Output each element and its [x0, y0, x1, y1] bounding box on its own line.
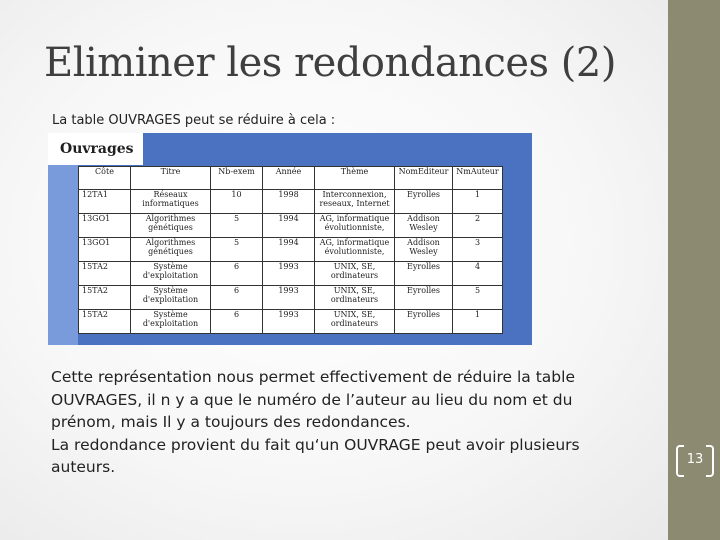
table-cell: Système d'exploitation [131, 286, 211, 310]
table-row [79, 190, 503, 214]
table-cell: 12TA1 [79, 190, 131, 214]
table-row [79, 310, 503, 334]
table-cell: 1998 [263, 190, 315, 214]
table-cell: 1993 [263, 286, 315, 310]
page-number [678, 445, 712, 475]
table-cell: 1 [453, 310, 503, 334]
table-cell: 6 [211, 262, 263, 286]
table-row [79, 286, 503, 310]
table-cell: 15TA2 [79, 310, 131, 334]
table-cell: Addison Wesley [395, 238, 453, 262]
table-cell: 3 [453, 238, 503, 262]
table-cell: 1 [453, 190, 503, 214]
table-cell: 1993 [263, 262, 315, 286]
table-cell: 6 [211, 286, 263, 310]
table-cell: 15TA2 [79, 262, 131, 286]
table-cell: Système d'exploitation [131, 262, 211, 286]
right-bracket [706, 445, 714, 477]
table-cell: 1994 [263, 238, 315, 262]
table-cell: Algorithmes génétiques [131, 214, 211, 238]
table-cell: 13GO1 [79, 214, 131, 238]
table-screenshot [48, 133, 532, 345]
table-cell: UNIX, SE, ordinateurs [315, 262, 395, 286]
column-header: Titre [131, 167, 211, 190]
table-row [79, 214, 503, 238]
column-header: NmAuteur [453, 167, 503, 190]
column-header: Côte [79, 167, 131, 190]
table-cell: Interconnexion, reseaux, Internet [315, 190, 395, 214]
table-cell: 5 [211, 238, 263, 262]
table-cell: Eyrolles [395, 190, 453, 214]
table-cell: Eyrolles [395, 262, 453, 286]
slide-title: Eliminer les redondances (2) [44, 40, 616, 86]
table-row [79, 238, 503, 262]
table-cell: AG, informatique évolutionniste, [315, 214, 395, 238]
table-cell: 5 [211, 214, 263, 238]
table-cell: 4 [453, 262, 503, 286]
table-cell: Réseaux informatiques [131, 190, 211, 214]
table-cell: Système d'exploitation [131, 310, 211, 334]
ouvrages-table [78, 166, 503, 334]
page-number-label: 13 [686, 452, 704, 467]
table-header-row [79, 167, 503, 190]
table-cell: 1994 [263, 214, 315, 238]
column-header: Thème [315, 167, 395, 190]
body-text [51, 366, 641, 479]
table-cell: UNIX, SE, ordinateurs [315, 310, 395, 334]
table-cell: UNIX, SE, ordinateurs [315, 286, 395, 310]
table-cell: 2 [453, 214, 503, 238]
table-cell: AG, informatique évolutionniste, [315, 238, 395, 262]
table-cell: Addison Wesley [395, 214, 453, 238]
column-header: NomEditeur [395, 167, 453, 190]
table-name-tab [48, 133, 143, 165]
table-cell: 15TA2 [79, 286, 131, 310]
body-paragraph: Cette représentation nous permet effectivement de réduire la table OUVRAGES, il n y a que le numéro de l’auteur au lieu du nom et du prénom, mais Il y a toujours des redondances. [51, 368, 575, 431]
column-header: Nb-exem [211, 167, 263, 190]
intro-text: La table OUVRAGES peut se réduire à cela : [52, 113, 336, 128]
table-cell: 10 [211, 190, 263, 214]
table-cell: 1993 [263, 310, 315, 334]
table-name: Ouvrages [60, 141, 134, 157]
table-cell: Eyrolles [395, 286, 453, 310]
column-header: Année [263, 167, 315, 190]
table-row [79, 262, 503, 286]
table-cell: Algorithmes génétiques [131, 238, 211, 262]
table-cell: 5 [453, 286, 503, 310]
table-cell: 13GO1 [79, 238, 131, 262]
figure-margin [48, 165, 78, 345]
left-bracket [676, 445, 684, 477]
table-cell: Eyrolles [395, 310, 453, 334]
body-paragraph: La redondance provient du fait qu‘un OUVRAGE peut avoir plusieurs auteurs. [51, 435, 580, 476]
table-cell: 6 [211, 310, 263, 334]
